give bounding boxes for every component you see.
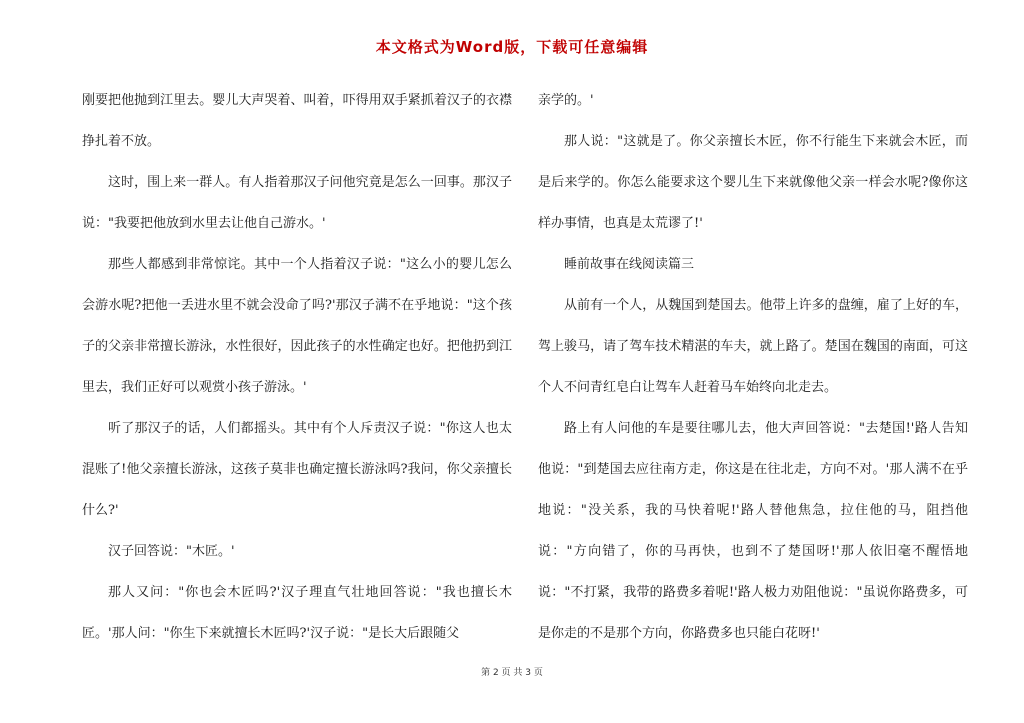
paragraph: 那些人都感到非常惊诧。其中一个人指着汉子说："这么小的婴儿怎么会游水呢?把他一丢进水里不就会没命了吗?'那汉子满不在乎地说："这个孩子的父亲非常擅长游泳，水性很好，因此孩子的水性确定也好。把他扔到江里去，我们正好可以观赏小孩子游泳。': [82, 257, 512, 395]
paragraph: 这时，围上来一群人。有人指着那汉子问他究竟是怎么一回事。那汉子说："我要把他放到水里去让他自己游水。': [82, 175, 512, 231]
right-text-column: [538, 80, 968, 654]
left-text-column: [82, 80, 512, 654]
paragraph: 听了那汉子的话，人们都摇头。其中有个人斥责汉子说："你这人也太混账了!他父亲擅长游泳，这孩子莫非也确定擅长游泳吗?我问，你父亲擅长什么?': [82, 421, 512, 518]
section-heading: 睡前故事在线阅读篇三: [564, 257, 695, 272]
paragraph: 汉子回答说："木匠。': [108, 544, 235, 559]
paragraph: 从前有一个人，从魏国到楚国去。他带上许多的盘缠，雇了上好的车，驾上骏马，请了驾车技术精湛的车夫，就上路了。楚国在魏国的南面，可这个人不问青红皂白让驾车人赶着马车始终向北走去。: [538, 298, 968, 395]
paragraph: 那人又问："你也会木匠吗?'汉子理直气壮地回答说："我也擅长木匠。'那人问："你生下来就擅长木匠吗?'汉子说："是长大后跟随父: [82, 585, 512, 641]
page-number: 第 2 页 共 3 页: [481, 668, 543, 678]
paragraph: 路上有人问他的车是要往哪儿去，他大声回答说："去楚国!'路人告知他说："到楚国去应往南方走，你这是在往北走，方向不对。'那人满不在乎地说："没关系，我的马快着呢!'路人替他焦急，拉住他的马，阻挡他说："方向错了，你的马再快，也到不了楚国呀!'那人依旧毫不醒悟地说："不打紧，我带的路费多着呢!'路人极力劝阻他说："虽说你路费多，可是你走的不是那个方向，你路费多也只能白花呀!': [538, 421, 968, 641]
page-header-title: 本文格式为Word版，下载可任意编辑: [375, 38, 649, 56]
paragraph: 那人说："这就是了。你父亲擅长木匠，你不行能生下来就会木匠，而是后来学的。你怎么能要求这个婴儿生下来就像他父亲一样会水呢?像你这样办事情，也真是太荒谬了!': [538, 134, 968, 231]
paragraph: 亲学的。': [538, 93, 594, 108]
paragraph: 刚要把他抛到江里去。婴儿大声哭着、叫着，吓得用双手紧抓着汉子的衣襟挣扎着不放。: [82, 93, 512, 149]
